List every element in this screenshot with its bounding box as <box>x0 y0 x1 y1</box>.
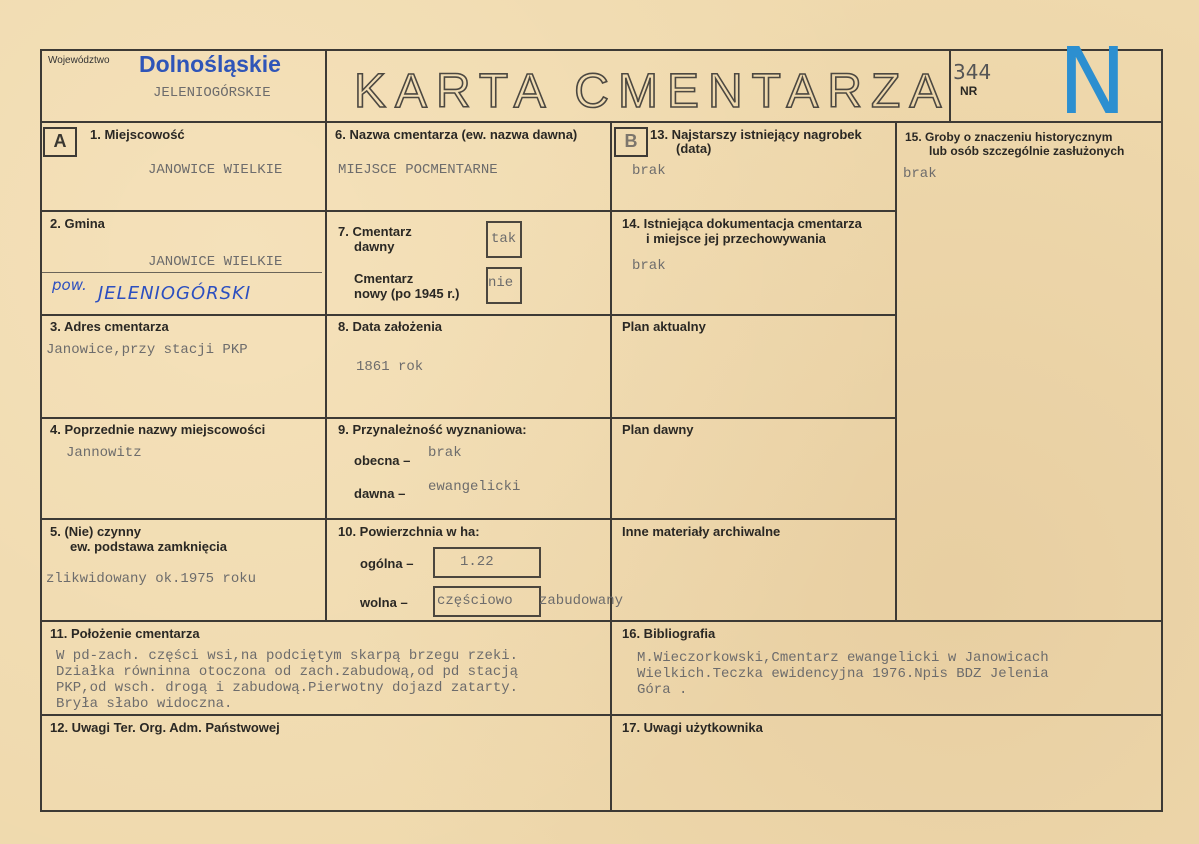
field-14-label: 14. Istniejąca dokumentacja cmentarza <box>622 216 862 231</box>
field-13-value: brak <box>632 163 666 179</box>
field-5-value: zlikwidowany ok.1975 roku <box>46 571 257 587</box>
field-14-sublabel: i miejsce jej przechowywania <box>646 231 826 246</box>
field-15-sublabel: lub osób szczególnie zasłużonych <box>929 144 1125 158</box>
col3-divider-2 <box>610 314 896 316</box>
field-10-free-label: wolna – <box>360 595 408 610</box>
field-2-handwritten-prefix: pow. <box>52 276 87 294</box>
field-12-label: 12. Uwagi Ter. Org. Adm. Państwowej <box>50 720 280 735</box>
gmina-underline <box>42 272 322 273</box>
field-11-line-4: Bryła słabo widoczna. <box>56 696 233 712</box>
field-2-handwritten-value: JELENIOGÓRSKI <box>98 283 252 304</box>
field-3-value: Janowice,przy stacji PKP <box>46 342 248 358</box>
field-5-label: 5. (Nie) czynny <box>50 524 142 539</box>
frame-bottom <box>40 810 1162 812</box>
row-divider-1 <box>40 210 611 212</box>
field-9-label: 9. Przynależność wyznaniowa: <box>338 422 527 437</box>
field-17-label: 17. Uwagi użytkownika <box>622 720 763 735</box>
field-10-free-value: częściowo <box>437 593 513 609</box>
nr-label: NR <box>960 84 978 98</box>
field-7-old-value: tak <box>491 231 517 247</box>
field-4-label: 4. Poprzednie nazwy miejscowości <box>50 422 266 437</box>
stamp-letter: N <box>1058 28 1127 135</box>
plan-old-label: Plan dawny <box>622 422 694 437</box>
field-6-label: 6. Nazwa cmentarza (ew. nazwa dawna) <box>335 127 578 142</box>
field-16-line-1: M.Wieczorkowski,Cmentarz ewangelicki w Janowicach <box>637 650 1049 666</box>
col-divider-2 <box>610 121 612 811</box>
field-11-line-3: PKP,od wsch. drogą i zabudową.Pierwotny dojazd zatarty. <box>56 680 519 696</box>
field-5-sublabel: ew. podstawa zamknięcia <box>70 539 228 554</box>
frame-left <box>40 49 42 812</box>
bottom-divider-1 <box>40 620 1162 622</box>
field-16-line-2: Wielkich.Teczka ewidencyjna 1976.Npis BDZ Jelenia <box>637 666 1049 682</box>
field-8-value: 1861 rok <box>356 359 424 375</box>
field-2-value: JANOWICE WIELKIE <box>148 254 283 270</box>
header-divider-1 <box>325 49 327 122</box>
col3-divider-3 <box>610 417 896 419</box>
field-11-label: 11. Położenie cmentarza <box>50 626 200 641</box>
card-title: KARTA CMENTARZA <box>354 65 951 118</box>
field-15-label: 15. Groby o znaczeniu historycznym <box>905 130 1113 144</box>
voivodeship-value: Dolnośląskie <box>139 51 281 77</box>
nr-value: 344 <box>953 60 992 84</box>
col3-divider-1 <box>610 210 896 212</box>
field-1-label: 1. Miejscowość <box>90 127 185 142</box>
field-15-value: brak <box>903 166 937 182</box>
frame-header-bottom <box>40 121 1162 123</box>
field-13-sublabel: (data) <box>676 141 712 156</box>
region-typed: JELENIOGÓRSKIE <box>153 85 271 101</box>
field-16-label: 16. Bibliografia <box>622 626 716 641</box>
field-9-former-value: ewangelicki <box>428 479 521 495</box>
field-7-new-sublabel: nowy (po 1945 r.) <box>354 286 460 301</box>
field-10-free-value-rest: zabudowany <box>539 593 624 609</box>
other-materials-label: Inne materiały archiwalne <box>622 524 781 539</box>
field-7-label: 7. Cmentarz <box>338 224 412 239</box>
field-13-label: 13. Najstarszy istniejący nagrobek <box>650 127 862 142</box>
field-7-old-sublabel: dawny <box>354 239 395 254</box>
bottom-divider-2 <box>40 714 1162 716</box>
field-11-line-1: W pd-zach. części wsi,na podciętym skarpą brzegu rzeki. <box>56 648 519 664</box>
field-2-label: 2. Gmina <box>50 216 105 231</box>
field-6-value: MIEJSCE POCMENTARNE <box>338 162 498 178</box>
field-10-label: 10. Powierzchnia w ha: <box>338 524 480 539</box>
row-divider-4 <box>40 518 611 520</box>
field-7-new-value: nie <box>488 275 514 291</box>
frame-right <box>1161 49 1163 812</box>
field-9-former-label: dawna – <box>354 486 406 501</box>
plan-current-label: Plan aktualny <box>622 319 706 334</box>
field-14-value: brak <box>632 258 666 274</box>
field-1-value: JANOWICE WIELKIE <box>148 162 283 178</box>
col3-divider-4 <box>610 518 896 520</box>
field-9-current-value: brak <box>428 445 462 461</box>
section-a-box: A <box>43 127 77 157</box>
field-7-new-label: Cmentarz <box>354 271 414 286</box>
field-4-value: Jannowitz <box>66 445 142 461</box>
field-10-total-value: 1.22 <box>460 554 494 570</box>
field-9-current-label: obecna – <box>354 453 411 468</box>
voivodeship-label: Województwo <box>48 55 110 66</box>
section-b-box: B <box>614 127 648 157</box>
row-divider-2 <box>40 314 611 316</box>
col-divider-3 <box>895 121 897 621</box>
field-10-total-label: ogólna – <box>360 556 414 571</box>
field-8-label: 8. Data założenia <box>338 319 443 334</box>
field-11-line-2: Działka równinna otoczona od zach.zabudową,od pd stacją <box>56 664 519 680</box>
field-16-line-3: Góra . <box>637 682 688 698</box>
field-3-label: 3. Adres cmentarza <box>50 319 169 334</box>
col-divider-1 <box>325 121 327 621</box>
row-divider-3 <box>40 417 611 419</box>
